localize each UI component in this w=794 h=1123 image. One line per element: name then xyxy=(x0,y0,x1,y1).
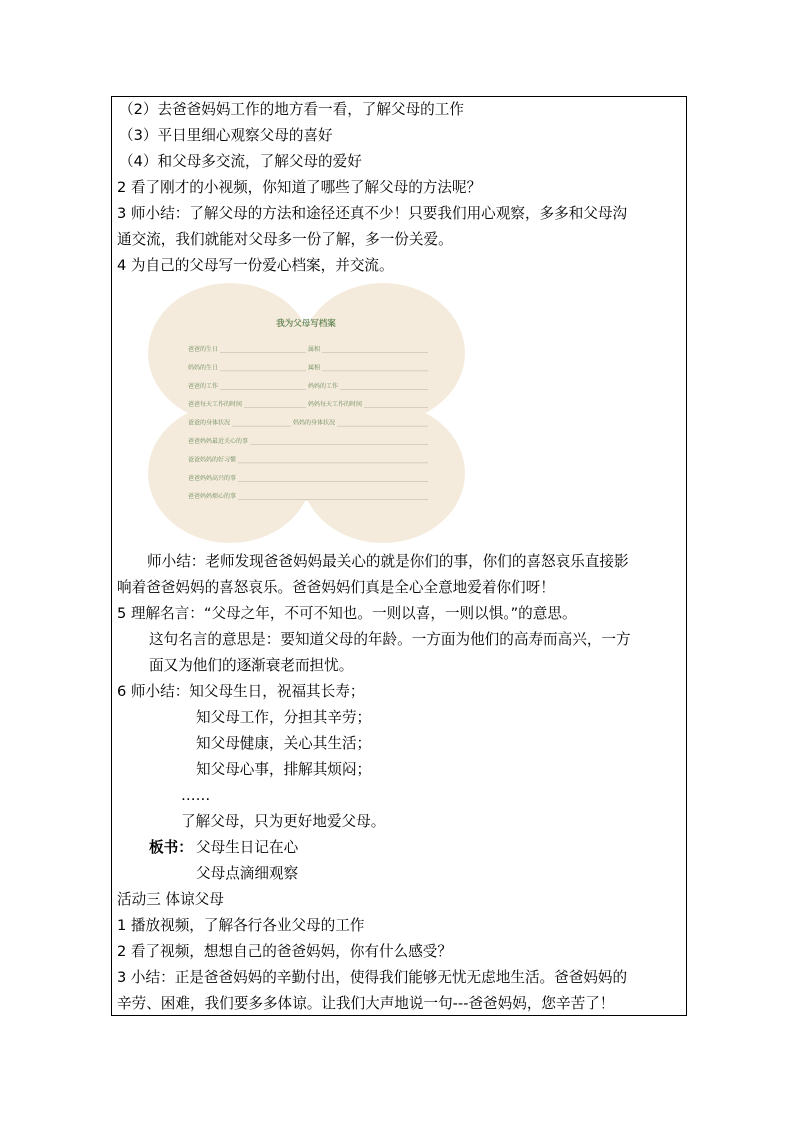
card-field-label: 爸爸每天工作的时间 xyxy=(188,401,243,409)
parent-profile-card xyxy=(148,283,465,543)
text-line: 面又为他们的逐渐衰老而担忧。 xyxy=(149,657,354,674)
card-field-label: 爸爸的生日 xyxy=(188,346,219,353)
text-line: （4）和父母多交流，了解父母的爱好 xyxy=(119,153,362,170)
board-item: 父母生日记在心 xyxy=(196,839,299,856)
card-field-label: 属相 xyxy=(308,346,321,353)
text-line: 2 看了刚才的小视频，你知道了哪些了解父母的方法呢？ xyxy=(117,179,482,196)
text-line: 这句名言的意思是：要知道父母的年龄。一方面为他们的高寿而高兴，一方 xyxy=(149,631,631,648)
text-line: …… xyxy=(181,787,211,804)
section-heading: 活动三 体谅父母 xyxy=(117,891,224,908)
text-line: 5 理解名言：“父母之年，不可不知也。一则以喜，一则以惧。”的意思。 xyxy=(117,605,577,622)
text-line: 了解父母，只为更好地爱父母。 xyxy=(181,813,386,830)
profile-card-graphic xyxy=(148,283,465,543)
text-line: 知父母心事，排解其烦闷； xyxy=(196,761,372,778)
text-line: 3 小结：正是爸爸妈妈的辛勤付出，使得我们能够无忧无虑地生活。爸爸妈妈的 xyxy=(117,969,628,986)
text-line: 2 看了视频，想想自己的爸爸妈妈，你有什么感受？ xyxy=(117,943,452,960)
text-line: 辛劳、困难，我们要多多体谅。让我们大声地说一句---爸爸妈妈，您辛苦了！ xyxy=(117,995,615,1012)
card-field-label: 爸爸妈妈最近关心的事 xyxy=(188,438,249,445)
text-line: （2）去爸爸妈妈工作的地方看一看，了解父母的工作 xyxy=(119,101,464,118)
card-field-label: 爸爸妈妈烦心的事 xyxy=(188,493,237,501)
card-field-label: 妈妈的身体状况 xyxy=(293,419,336,427)
profile-card-title: 我为父母写档案 xyxy=(276,319,336,329)
text-line: 师小结：老师发现爸爸妈妈最关心的就是你们的事，你们的喜怒哀乐直接影 xyxy=(147,553,629,570)
card-field-label: 爸爸妈妈高兴的事 xyxy=(188,474,237,482)
card-field-label: 妈妈的生日 xyxy=(188,364,219,372)
board-item: 父母点滴细观察 xyxy=(196,865,299,882)
text-line: 1 播放视频，了解各行各业父母的工作 xyxy=(117,917,365,934)
text-line: 6 师小结：知父母生日，祝福其长寿； xyxy=(117,683,365,700)
text-line: 知父母工作，分担其辛劳； xyxy=(196,709,372,726)
card-field-label: 爸爸的工作 xyxy=(188,382,219,390)
text-line: 响着爸爸妈妈的喜怒哀乐。爸爸妈妈们真是全心全意地爱着你们呀！ xyxy=(117,579,555,596)
card-field-label: 妈妈的工作 xyxy=(308,382,339,390)
text-line: 3 师小结：了解父母的方法和途径还真不少！只要我们用心观察，多多和父母沟 xyxy=(117,205,628,222)
card-field-label: 爸爸妈妈的好习惯 xyxy=(188,456,237,464)
card-field-label: 妈妈每天工作的时间 xyxy=(308,401,363,409)
text-line: 知父母健康，关心其生活； xyxy=(196,735,372,752)
board-label: 板书： xyxy=(149,839,193,856)
card-field-label: 爸爸的身体状况 xyxy=(188,419,231,427)
text-line: （3）平日里细心观察父母的喜好 xyxy=(119,127,333,144)
card-field-label: 属相 xyxy=(308,364,321,372)
text-line: 通交流，我们就能对父母多一份了解，多一份关爱。 xyxy=(117,231,453,248)
text-line: 4 为自己的父母写一份爱心档案，并交流。 xyxy=(117,257,394,274)
